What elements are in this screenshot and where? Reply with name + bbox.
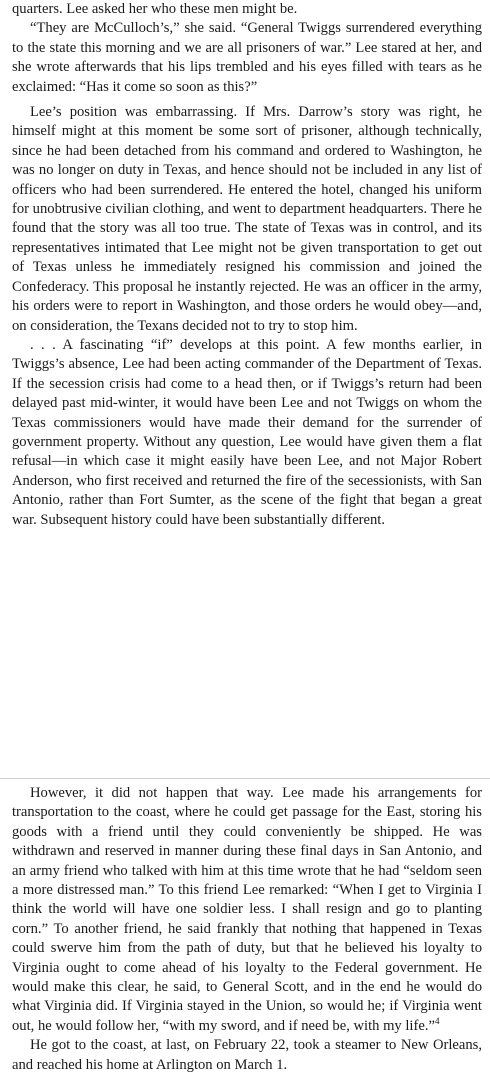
paragraph-3: Lee’s position was embarrassing. If Mrs. Darrow’s story was right, he himself might at this moment be some sort of prisoner, although technically, since he had been detached from his command and ordered to Washington, he was no longer on duty in Texas, and hence should not be included in any list of officers who had been surrendered. He entered the hotel, changed his uniform for unobtrusive civilian clothing, and went to department headquarters. There he found that the story was all too true. The state of Texas was in control, and its representatives intimated that Lee might not be given transportation to get out of Texas unless he immediately resigned his commission and joined the Confederacy. This proposal he instantly rejected. He was an officer in the army, his orders were to report in Washington, and those orders he would obey—and, on consideration, the Texans decided not to try to stop him. (12, 104, 482, 334)
paragraph-5 (12, 784, 482, 1036)
footnote-reference: 4 (434, 1016, 440, 1027)
upper-text-block (12, 0, 482, 778)
lower-text-block (12, 784, 482, 1074)
page-divider (0, 778, 490, 779)
paragraph-4: . . . A fascinating “if” develops at this point. A few months earlier, in Twiggs’s absence, Lee had been acting commander of the Department of Texas. If the secession crisis had come to a head then, or if Twiggs’s return had been delayed past mid-winter, it would have been Lee and not Twiggs on whom the Texas commissioners would have made their demand for the surrender of government property. Without any question, Lee would have given them a flat refusal—in which case it might easily have been Lee, and not Major Robert Anderson, who first received and returned the fire of the secessionists, with San Antonio, rather than Fort Sumter, as the scene of the fight that began a great war. Subsequent history could have been substantially different. (12, 336, 482, 528)
paragraph-1: quarters. Lee asked her who these men might be. (12, 1, 298, 17)
paragraph-2: “They are McCulloch’s,” she said. “General Twiggs surrendered everything to the state this morning and we are all prisoners of war.” Lee stared at her, and she wrote afterwards that his lips trembled and his eyes filled with tears as he exclaimed: “Has it come so soon as this?” (12, 20, 482, 95)
paragraph-5-text: However, it did not happen that way. Lee made his arrangements for transportation to the coast, where he could get passage for the East, storing his goods with a friend until they could conveniently be shipped. He was withdrawn and reserved in manner during these final days in San Antonio, and an army friend who talked with him at this time wrote that he had “seldom seen a more distressed man.” To this friend Lee remarked: “When I get to Virginia I think the world will have one soldier less. I shall resign and go to planting corn.” To another friend, he said frankly that nothing that happened in Texas could swerve him from the path of duty, but that he believed his loyalty to Virginia ought to come ahead of his loyalty to the Federal government. He would make this clear, he said, to General Scott, and in the end he would do what Virginia did. If Virginia stayed in the Union, so would he; if Virginia went out, he would follow her, “with my sword, and if need be, with my life.” (12, 785, 482, 1034)
paragraph-6: He got to the coast, at last, on February 22, took a steamer to New Orleans, and reached his home at Arlington on March 1. (12, 1037, 482, 1073)
